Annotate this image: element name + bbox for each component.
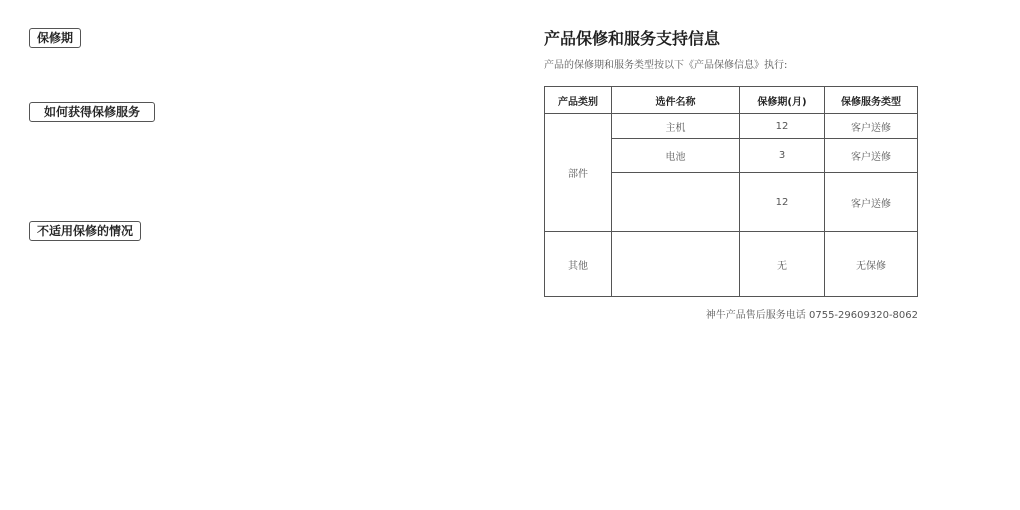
how-to-get-service-label: 如何获得保修服务 <box>29 102 155 122</box>
category-cell: 部件 <box>545 114 612 232</box>
option-name-cell <box>612 173 740 232</box>
warranty-period-label: 保修期 <box>29 28 81 48</box>
warranty-months-cell: 3 <box>740 139 825 173</box>
section-title: 产品保修和服务支持信息 <box>544 29 721 48</box>
header-warranty-months: 保修期(月) <box>740 87 825 114</box>
table-row <box>545 114 918 139</box>
warranty-table <box>544 86 918 297</box>
table-row <box>545 232 918 297</box>
service-type-cell: 客户送修 <box>825 114 918 139</box>
category-cell: 其他 <box>545 232 612 297</box>
not-applicable-label: 不适用保修的情况 <box>29 221 141 241</box>
option-name-cell <box>612 232 740 297</box>
service-type-cell: 无保修 <box>825 232 918 297</box>
warranty-months-cell: 无 <box>740 232 825 297</box>
warranty-months-cell: 12 <box>740 173 825 232</box>
header-category: 产品类别 <box>545 87 612 114</box>
option-name-cell: 电池 <box>612 139 740 173</box>
table-header-row <box>545 87 918 114</box>
option-name-cell: 主机 <box>612 114 740 139</box>
hotline-label: 神牛产品售后服务电话 <box>705 310 806 321</box>
header-service-type: 保修服务类型 <box>825 87 918 114</box>
service-type-cell: 客户送修 <box>825 173 918 232</box>
warranty-months-cell: 12 <box>740 114 825 139</box>
service-type-cell: 客户送修 <box>825 139 918 173</box>
header-option-name: 选件名称 <box>612 87 740 114</box>
section-intro: 产品的保修期和服务类型按以下《产品保修信息》执行: <box>544 60 788 71</box>
service-hotline <box>706 306 918 321</box>
hotline-number: 0755-29609320-8062 <box>808 310 918 321</box>
